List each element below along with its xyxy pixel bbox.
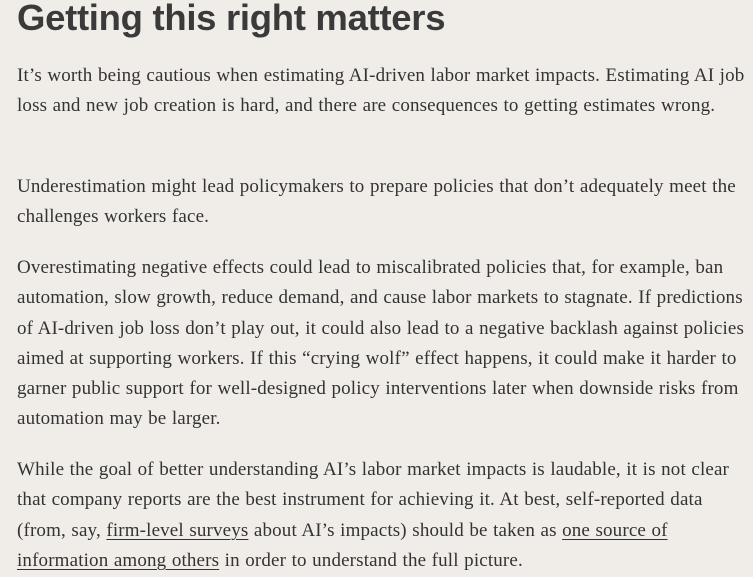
paragraph-company-reports <box>17 455 745 576</box>
firm-level-surveys-link[interactable]: firm-level surveys <box>106 519 249 541</box>
one-source-of-information-link[interactable]: one source of information among others <box>17 519 668 571</box>
paragraph-text-part-3: in order to understand the full picture. <box>219 549 523 571</box>
section-heading: Getting this right matters <box>17 0 446 38</box>
paragraph-overestimation: Overestimating negative effects could lead to miscalibrated policies that, for example, ban automation, slow growth, reduce demand, and cause labor markets to stagnate. If predictions of AI-driven job loss don’t play out, it could also lead to a negative backlash against policies aimed at supporting workers. If this “crying wolf” effect happens, it could make it harder to garner public support for well-designed policy interventions later when downside risks from automation may be larger. <box>17 257 745 430</box>
paragraph-underestimation: Underestimation might lead policymakers to prepare policies that don’t adequately meet the challenges workers face. <box>17 176 736 228</box>
paragraph-text-part-1: While the goal of better understanding AI’s labor market impacts is laudable, it is not clear that company reports are the best instrument for achieving it. At best, self-reported data (from, say, <box>17 459 730 541</box>
paragraph-text-part-2: about AI’s impacts) should be taken as <box>248 519 563 541</box>
paragraph-cautious-estimates: It’s worth being cautious when estimating AI-driven labor market impacts. Estimating AI job loss and new job creation is hard, and there are consequences to getting estimates wrong. <box>17 65 745 117</box>
